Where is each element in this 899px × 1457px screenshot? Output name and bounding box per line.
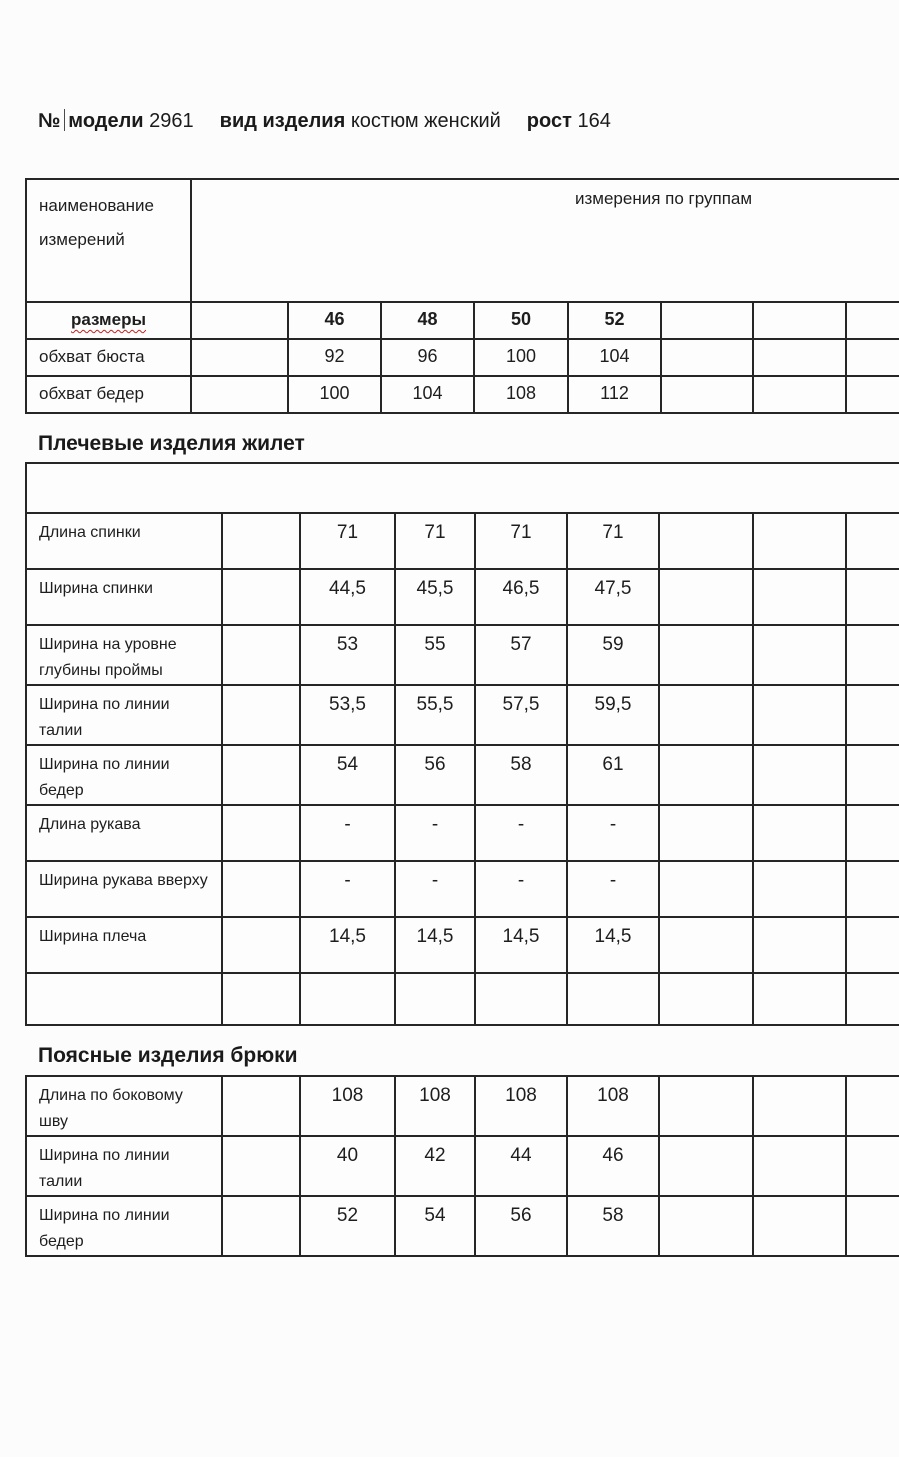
empty-cell xyxy=(753,745,846,805)
table-row xyxy=(26,569,899,625)
measurement-label: Ширина по линии талии xyxy=(26,685,222,745)
measurement-label: Ширина рукава вверху xyxy=(26,861,222,917)
empty-cell xyxy=(222,1136,300,1196)
value-cell: 52 xyxy=(300,1196,395,1256)
value-cell: - xyxy=(300,805,395,861)
measurement-label: Длина по боковому шву xyxy=(26,1076,222,1136)
value-cell: 59,5 xyxy=(567,685,659,745)
value-cell: 53,5 xyxy=(300,685,395,745)
empty-cell xyxy=(300,973,395,1025)
empty-cell xyxy=(191,376,288,413)
value-cell: 71 xyxy=(475,513,567,569)
value-cell: - xyxy=(300,861,395,917)
empty-cell xyxy=(846,625,899,685)
table-row xyxy=(26,861,899,917)
vest-section-heading: Плечевые изделия жилет xyxy=(38,432,305,455)
value-cell: 58 xyxy=(567,1196,659,1256)
value-cell: 14,5 xyxy=(475,917,567,973)
value-cell: 57 xyxy=(475,625,567,685)
value-cell: - xyxy=(395,861,475,917)
empty-cell xyxy=(753,1076,846,1136)
size-cell: 48 xyxy=(381,302,474,339)
value-cell: 44 xyxy=(475,1136,567,1196)
empty-cell xyxy=(222,973,300,1025)
empty-cell xyxy=(659,805,753,861)
empty-cell xyxy=(753,861,846,917)
sizes-row-label: размеры xyxy=(70,310,146,329)
measurement-name-header-line1: наименование xyxy=(39,196,154,215)
size-cell: 46 xyxy=(288,302,381,339)
empty-cell xyxy=(659,745,753,805)
empty-cell xyxy=(661,376,753,413)
value-cell: 108 xyxy=(474,376,568,413)
table-row xyxy=(26,1136,899,1196)
empty-cell xyxy=(222,625,300,685)
empty-cell xyxy=(222,917,300,973)
table-row xyxy=(26,745,899,805)
sizes-row xyxy=(26,302,899,339)
value-cell: 46,5 xyxy=(475,569,567,625)
empty-cell xyxy=(659,1196,753,1256)
table-row xyxy=(26,917,899,973)
empty-cell xyxy=(753,513,846,569)
value-cell: 42 xyxy=(395,1136,475,1196)
value-cell: 45,5 xyxy=(395,569,475,625)
document-title xyxy=(38,107,899,135)
trousers-measurements-table xyxy=(25,1075,899,1257)
value-cell: 14,5 xyxy=(395,917,475,973)
empty-cell xyxy=(753,1196,846,1256)
value-cell: - xyxy=(567,805,659,861)
empty-cell xyxy=(659,569,753,625)
empty-cell xyxy=(846,861,899,917)
value-cell: 54 xyxy=(395,1196,475,1256)
empty-cell xyxy=(753,302,846,339)
empty-spacer-row xyxy=(26,463,899,513)
table-row xyxy=(26,805,899,861)
value-cell: 55,5 xyxy=(395,685,475,745)
empty-cell xyxy=(846,745,899,805)
empty-cell xyxy=(753,917,846,973)
table-row xyxy=(26,1076,899,1136)
value-cell: 96 xyxy=(381,339,474,376)
empty-cell xyxy=(659,861,753,917)
empty-cell xyxy=(846,1076,899,1136)
value-cell: 71 xyxy=(567,513,659,569)
empty-cell xyxy=(26,973,222,1025)
empty-cell xyxy=(846,569,899,625)
measurement-label: Длина рукава xyxy=(26,805,222,861)
table-row xyxy=(26,376,899,413)
sizes-row-label-cell xyxy=(26,302,191,339)
empty-cell xyxy=(222,513,300,569)
value-cell: 108 xyxy=(475,1076,567,1136)
empty-cell xyxy=(753,625,846,685)
measurement-label: обхват бюста xyxy=(26,339,191,376)
value-cell: 108 xyxy=(567,1076,659,1136)
empty-cell xyxy=(659,973,753,1025)
value-cell: 14,5 xyxy=(567,917,659,973)
value-cell: 46 xyxy=(567,1136,659,1196)
empty-cell xyxy=(659,625,753,685)
empty-cell xyxy=(846,973,899,1025)
empty-cell xyxy=(222,805,300,861)
empty-cell xyxy=(753,805,846,861)
value-cell: - xyxy=(395,805,475,861)
model-number-sign: № xyxy=(38,110,61,132)
measurement-name-header-cell xyxy=(26,179,191,302)
empty-cell xyxy=(846,805,899,861)
table-row xyxy=(26,1196,899,1256)
value-cell: 14,5 xyxy=(300,917,395,973)
value-cell: 108 xyxy=(300,1076,395,1136)
measurement-name-header-line2: измерений xyxy=(39,230,125,249)
value-cell: 53 xyxy=(300,625,395,685)
value-cell: - xyxy=(567,861,659,917)
empty-cell xyxy=(222,685,300,745)
empty-cell xyxy=(659,685,753,745)
value-cell: 100 xyxy=(288,376,381,413)
empty-cell xyxy=(191,339,288,376)
value-cell: 112 xyxy=(568,376,661,413)
model-number-label: модели xyxy=(68,110,144,132)
value-cell: 104 xyxy=(568,339,661,376)
value-cell: 108 xyxy=(395,1076,475,1136)
value-cell: 104 xyxy=(381,376,474,413)
empty-cell xyxy=(659,917,753,973)
value-cell: 54 xyxy=(300,745,395,805)
measurement-label: Ширина по линии бедер xyxy=(26,745,222,805)
value-cell: 47,5 xyxy=(567,569,659,625)
empty-cell xyxy=(567,973,659,1025)
empty-cell xyxy=(659,1136,753,1196)
value-cell: 55 xyxy=(395,625,475,685)
empty-cell xyxy=(475,973,567,1025)
size-cell: 50 xyxy=(474,302,568,339)
value-cell: 44,5 xyxy=(300,569,395,625)
vest-measurements-table xyxy=(25,462,899,1026)
empty-cell xyxy=(753,339,846,376)
empty-cell xyxy=(26,463,899,513)
empty-cell xyxy=(661,339,753,376)
empty-cell xyxy=(753,685,846,745)
value-cell: 40 xyxy=(300,1136,395,1196)
empty-cell xyxy=(753,973,846,1025)
empty-cell xyxy=(222,861,300,917)
groups-header-cell: измерения по группам xyxy=(191,179,899,302)
document-page xyxy=(0,107,899,1457)
empty-cell xyxy=(753,569,846,625)
measurement-label: Ширина на уровне глубины проймы xyxy=(26,625,222,685)
value-cell: 56 xyxy=(475,1196,567,1256)
empty-cell xyxy=(753,1136,846,1196)
empty-cell xyxy=(846,302,899,339)
empty-cell xyxy=(753,376,846,413)
empty-cell xyxy=(846,685,899,745)
product-type-value: костюм женский xyxy=(350,110,501,132)
empty-cell xyxy=(846,1136,899,1196)
empty-cell xyxy=(395,973,475,1025)
value-cell: 71 xyxy=(300,513,395,569)
value-cell: 61 xyxy=(567,745,659,805)
trousers-section-heading: Поясные изделия брюки xyxy=(38,1044,298,1067)
value-cell: 71 xyxy=(395,513,475,569)
value-cell: - xyxy=(475,805,567,861)
measurement-label: Ширина по линии талии xyxy=(26,1136,222,1196)
table-header-row xyxy=(26,179,899,302)
measurement-label: Ширина спинки xyxy=(26,569,222,625)
value-cell: 59 xyxy=(567,625,659,685)
value-cell: 58 xyxy=(475,745,567,805)
table-row xyxy=(26,513,899,569)
empty-cell xyxy=(222,745,300,805)
measurement-label: Ширина по линии бедер xyxy=(26,1196,222,1256)
value-cell: 57,5 xyxy=(475,685,567,745)
empty-cell xyxy=(659,513,753,569)
empty-cell xyxy=(222,569,300,625)
measurement-label: обхват бедер xyxy=(26,376,191,413)
table-row xyxy=(26,339,899,376)
measurement-label: Ширина плеча xyxy=(26,917,222,973)
value-cell: 100 xyxy=(474,339,568,376)
size-cell: 52 xyxy=(568,302,661,339)
table-row xyxy=(26,625,899,685)
empty-cell xyxy=(661,302,753,339)
product-type-label: вид изделия xyxy=(219,110,346,132)
empty-cell xyxy=(191,302,288,339)
measurement-label: Длина спинки xyxy=(26,513,222,569)
empty-cell xyxy=(846,376,899,413)
empty-cell xyxy=(222,1196,300,1256)
height-value: 164 xyxy=(577,110,611,132)
sizes-table xyxy=(25,178,899,414)
table-row xyxy=(26,685,899,745)
empty-cell xyxy=(846,513,899,569)
empty-table-row xyxy=(26,973,899,1025)
empty-cell xyxy=(222,1076,300,1136)
empty-cell xyxy=(659,1076,753,1136)
empty-cell xyxy=(846,917,899,973)
value-cell: - xyxy=(475,861,567,917)
model-number-value: 2961 xyxy=(149,110,194,132)
height-label: рост xyxy=(526,110,572,132)
empty-cell xyxy=(846,339,899,376)
value-cell: 92 xyxy=(288,339,381,376)
empty-cell xyxy=(846,1196,899,1256)
value-cell: 56 xyxy=(395,745,475,805)
text-cursor xyxy=(64,109,65,131)
